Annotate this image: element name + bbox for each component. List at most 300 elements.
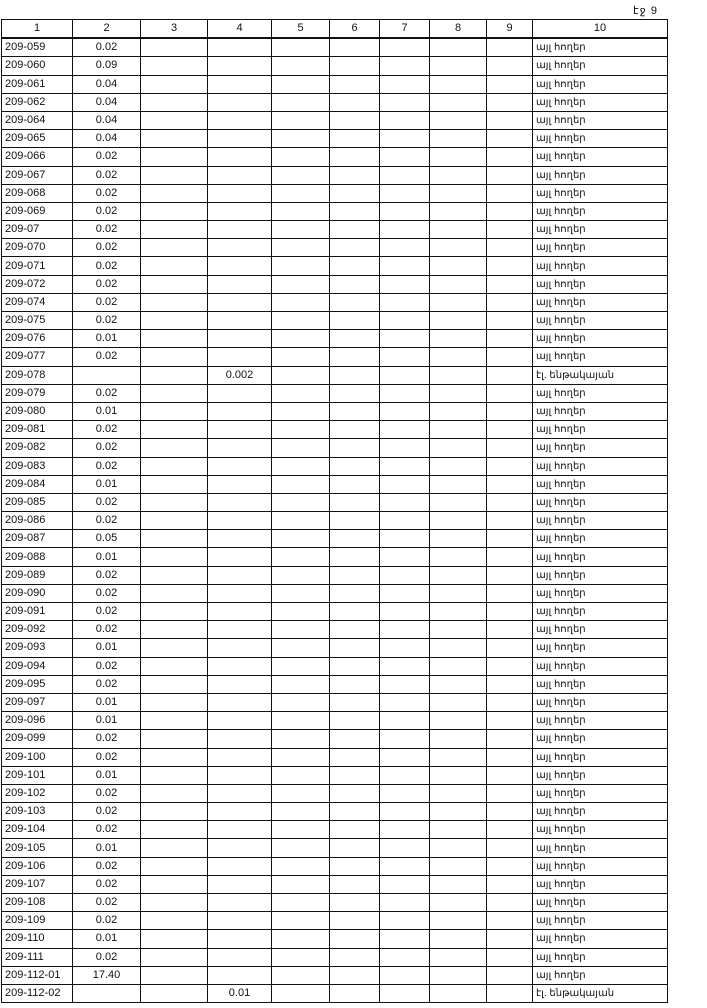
area-cell: 0.01 <box>73 693 141 711</box>
empty-cell <box>380 512 430 530</box>
parcel-code-cell: 209-077 <box>2 348 73 366</box>
parcel-code-cell: 209-103 <box>2 803 73 821</box>
table-row <box>2 148 668 166</box>
land-type-cell: այլ հողեր <box>533 475 668 493</box>
parcel-code-cell: 209-065 <box>2 130 73 148</box>
column-header-1: 1 <box>2 20 73 39</box>
area-cell: 0.01 <box>73 766 141 784</box>
empty-cell <box>272 421 330 439</box>
column-header-9: 9 <box>487 20 533 39</box>
empty-cell <box>380 493 430 511</box>
area-cell: 0.02 <box>73 748 141 766</box>
empty-cell <box>272 894 330 912</box>
parcel-code-cell: 209-076 <box>2 330 73 348</box>
empty-cell <box>380 784 430 802</box>
empty-cell <box>141 639 208 657</box>
empty-cell <box>430 57 487 75</box>
empty-cell <box>141 621 208 639</box>
empty-cell <box>430 257 487 275</box>
empty-cell <box>380 839 430 857</box>
empty-cell <box>141 657 208 675</box>
empty-cell <box>487 148 533 166</box>
parcel-code-cell: 209-081 <box>2 421 73 439</box>
empty-cell <box>430 603 487 621</box>
empty-cell <box>330 730 380 748</box>
empty-cell <box>380 166 430 184</box>
empty-cell <box>487 948 533 966</box>
empty-cell <box>430 894 487 912</box>
land-type-cell: այլ հողեր <box>533 421 668 439</box>
land-type-cell: այլ հողեր <box>533 93 668 111</box>
empty-cell <box>330 366 380 384</box>
area-col4-cell <box>208 330 272 348</box>
land-type-cell: այլ հողեր <box>533 548 668 566</box>
empty-cell <box>430 293 487 311</box>
table-row <box>2 221 668 239</box>
table-row <box>2 38 668 57</box>
empty-cell <box>487 239 533 257</box>
empty-cell <box>380 457 430 475</box>
area-col4-cell <box>208 184 272 202</box>
land-type-cell: այլ հողեր <box>533 748 668 766</box>
area-col4-cell <box>208 275 272 293</box>
empty-cell <box>487 912 533 930</box>
empty-cell <box>141 512 208 530</box>
empty-cell <box>430 148 487 166</box>
empty-cell <box>330 821 380 839</box>
area-col4-cell <box>208 402 272 420</box>
table-row <box>2 784 668 802</box>
empty-cell <box>430 712 487 730</box>
empty-cell <box>330 784 380 802</box>
parcel-code-cell: 209-106 <box>2 857 73 875</box>
empty-cell <box>487 530 533 548</box>
empty-cell <box>141 493 208 511</box>
table-row <box>2 548 668 566</box>
area-cell: 0.02 <box>73 493 141 511</box>
empty-cell <box>430 202 487 220</box>
empty-cell <box>272 275 330 293</box>
parcel-code-cell: 209-082 <box>2 439 73 457</box>
area-cell: 0.09 <box>73 57 141 75</box>
empty-cell <box>330 693 380 711</box>
empty-cell <box>380 693 430 711</box>
empty-cell <box>330 293 380 311</box>
empty-cell <box>380 821 430 839</box>
land-type-cell: էլ. ենթակայան <box>533 984 668 1002</box>
table-row <box>2 57 668 75</box>
empty-cell <box>141 966 208 984</box>
empty-cell <box>487 57 533 75</box>
table-row <box>2 330 668 348</box>
empty-cell <box>430 839 487 857</box>
empty-cell <box>330 912 380 930</box>
table-row <box>2 202 668 220</box>
area-col4-cell <box>208 948 272 966</box>
empty-cell <box>272 38 330 57</box>
parcel-code-cell: 209-080 <box>2 402 73 420</box>
empty-cell <box>380 148 430 166</box>
table-row <box>2 912 668 930</box>
empty-cell <box>487 675 533 693</box>
empty-cell <box>487 748 533 766</box>
empty-cell <box>380 894 430 912</box>
table-row <box>2 839 668 857</box>
area-cell: 0.02 <box>73 948 141 966</box>
land-type-cell: այլ հողեր <box>533 948 668 966</box>
column-header-6: 6 <box>330 20 380 39</box>
empty-cell <box>380 530 430 548</box>
empty-cell <box>380 603 430 621</box>
area-col4-cell <box>208 111 272 129</box>
empty-cell <box>330 584 380 602</box>
empty-cell <box>330 639 380 657</box>
empty-cell <box>487 166 533 184</box>
empty-cell <box>141 166 208 184</box>
empty-cell <box>380 548 430 566</box>
parcel-code-cell: 209-101 <box>2 766 73 784</box>
empty-cell <box>141 548 208 566</box>
empty-cell <box>487 330 533 348</box>
area-col4-cell: 0.01 <box>208 984 272 1002</box>
empty-cell <box>141 439 208 457</box>
empty-cell <box>272 803 330 821</box>
area-col4-cell <box>208 930 272 948</box>
area-cell: 0.02 <box>73 38 141 57</box>
empty-cell <box>330 184 380 202</box>
table-row <box>2 621 668 639</box>
parcel-code-cell: 209-085 <box>2 493 73 511</box>
empty-cell <box>487 439 533 457</box>
empty-cell <box>141 457 208 475</box>
empty-cell <box>272 312 330 330</box>
empty-cell <box>141 984 208 1002</box>
empty-cell <box>487 621 533 639</box>
empty-cell <box>141 912 208 930</box>
empty-cell <box>380 912 430 930</box>
area-col4-cell <box>208 530 272 548</box>
parcel-code-cell: 209-108 <box>2 894 73 912</box>
parcel-code-cell: 209-079 <box>2 384 73 402</box>
empty-cell <box>272 548 330 566</box>
empty-cell <box>141 348 208 366</box>
area-col4-cell <box>208 166 272 184</box>
area-cell: 0.02 <box>73 312 141 330</box>
empty-cell <box>330 803 380 821</box>
land-type-cell: այլ հողեր <box>533 221 668 239</box>
empty-cell <box>330 930 380 948</box>
empty-cell <box>272 766 330 784</box>
area-col4-cell <box>208 912 272 930</box>
empty-cell <box>141 239 208 257</box>
land-type-cell: այլ հողեր <box>533 457 668 475</box>
empty-cell <box>141 712 208 730</box>
empty-cell <box>330 675 380 693</box>
empty-cell <box>487 730 533 748</box>
land-type-cell: այլ հողեր <box>533 966 668 984</box>
empty-cell <box>330 93 380 111</box>
area-col4-cell <box>208 712 272 730</box>
column-header-7: 7 <box>380 20 430 39</box>
empty-cell <box>330 530 380 548</box>
empty-cell <box>487 857 533 875</box>
empty-cell <box>487 130 533 148</box>
empty-cell <box>272 148 330 166</box>
column-header-4: 4 <box>208 20 272 39</box>
empty-cell <box>430 221 487 239</box>
land-type-cell: այլ հողեր <box>533 566 668 584</box>
empty-cell <box>487 457 533 475</box>
empty-cell <box>141 384 208 402</box>
area-col4-cell <box>208 730 272 748</box>
parcel-code-cell: 209-112-02 <box>2 984 73 1002</box>
empty-cell <box>141 130 208 148</box>
table-row <box>2 457 668 475</box>
land-type-cell: այլ հողեր <box>533 930 668 948</box>
empty-cell <box>330 875 380 893</box>
empty-cell <box>272 839 330 857</box>
table-row <box>2 366 668 384</box>
table-row <box>2 348 668 366</box>
land-type-cell: էլ. ենթակայան <box>533 366 668 384</box>
area-cell: 0.04 <box>73 75 141 93</box>
parcel-code-cell: 209-111 <box>2 948 73 966</box>
empty-cell <box>330 966 380 984</box>
area-col4-cell <box>208 221 272 239</box>
empty-cell <box>430 330 487 348</box>
empty-cell <box>380 348 430 366</box>
empty-cell <box>380 421 430 439</box>
land-type-cell: այլ հողեր <box>533 730 668 748</box>
empty-cell <box>272 184 330 202</box>
area-col4-cell <box>208 202 272 220</box>
area-col4-cell <box>208 384 272 402</box>
parcel-code-cell: 209-112-01 <box>2 966 73 984</box>
area-cell: 0.02 <box>73 584 141 602</box>
area-col4-cell <box>208 512 272 530</box>
parcel-code-cell: 209-067 <box>2 166 73 184</box>
empty-cell <box>487 475 533 493</box>
column-header-5: 5 <box>272 20 330 39</box>
area-col4-cell <box>208 748 272 766</box>
area-cell: 0.01 <box>73 930 141 948</box>
land-type-cell: այլ հողեր <box>533 584 668 602</box>
parcel-code-cell: 209-091 <box>2 603 73 621</box>
land-type-cell: այլ հողեր <box>533 821 668 839</box>
empty-cell <box>272 930 330 948</box>
area-cell: 0.02 <box>73 603 141 621</box>
table-row <box>2 894 668 912</box>
empty-cell <box>430 803 487 821</box>
table-row <box>2 475 668 493</box>
empty-cell <box>430 912 487 930</box>
empty-cell <box>272 784 330 802</box>
empty-cell <box>487 603 533 621</box>
area-cell: 0.02 <box>73 512 141 530</box>
empty-cell <box>330 712 380 730</box>
empty-cell <box>330 130 380 148</box>
empty-cell <box>141 875 208 893</box>
table-row <box>2 493 668 511</box>
empty-cell <box>272 693 330 711</box>
land-type-cell: այլ հողեր <box>533 512 668 530</box>
empty-cell <box>141 784 208 802</box>
empty-cell <box>430 984 487 1002</box>
empty-cell <box>487 75 533 93</box>
empty-cell <box>380 730 430 748</box>
empty-cell <box>272 530 330 548</box>
land-type-cell: այլ հողեր <box>533 57 668 75</box>
empty-cell <box>330 330 380 348</box>
area-col4-cell <box>208 148 272 166</box>
table-row <box>2 421 668 439</box>
empty-cell <box>330 603 380 621</box>
empty-cell <box>272 75 330 93</box>
table-row <box>2 530 668 548</box>
area-col4-cell <box>208 348 272 366</box>
parcel-code-cell: 209-096 <box>2 712 73 730</box>
area-cell: 0.02 <box>73 657 141 675</box>
land-type-cell: այլ հողեր <box>533 784 668 802</box>
area-cell: 0.04 <box>73 111 141 129</box>
land-type-cell: այլ հողեր <box>533 675 668 693</box>
empty-cell <box>141 693 208 711</box>
empty-cell <box>487 93 533 111</box>
empty-cell <box>141 748 208 766</box>
land-type-cell: այլ հողեր <box>533 803 668 821</box>
area-col4-cell <box>208 130 272 148</box>
empty-cell <box>330 421 380 439</box>
area-cell: 0.04 <box>73 130 141 148</box>
area-col4-cell <box>208 239 272 257</box>
area-col4-cell <box>208 803 272 821</box>
empty-cell <box>487 221 533 239</box>
empty-cell <box>380 275 430 293</box>
parcel-code-cell: 209-100 <box>2 748 73 766</box>
area-cell: 0.02 <box>73 803 141 821</box>
empty-cell <box>141 894 208 912</box>
empty-cell <box>430 693 487 711</box>
area-col4-cell <box>208 784 272 802</box>
table-row <box>2 603 668 621</box>
empty-cell <box>380 184 430 202</box>
empty-cell <box>141 530 208 548</box>
empty-cell <box>141 202 208 220</box>
empty-cell <box>272 257 330 275</box>
parcel-code-cell: 209-093 <box>2 639 73 657</box>
empty-cell <box>330 894 380 912</box>
parcel-code-cell: 209-061 <box>2 75 73 93</box>
empty-cell <box>430 111 487 129</box>
empty-cell <box>487 421 533 439</box>
area-cell: 0.04 <box>73 93 141 111</box>
parcel-code-cell: 209-078 <box>2 366 73 384</box>
table-row <box>2 930 668 948</box>
empty-cell <box>330 566 380 584</box>
land-type-cell: այլ հողեր <box>533 712 668 730</box>
empty-cell <box>380 857 430 875</box>
table-row <box>2 821 668 839</box>
parcel-code-cell: 209-062 <box>2 93 73 111</box>
empty-cell <box>487 493 533 511</box>
area-cell: 0.02 <box>73 675 141 693</box>
land-type-cell: այլ հողեր <box>533 75 668 93</box>
empty-cell <box>272 639 330 657</box>
empty-cell <box>330 75 380 93</box>
land-type-cell: այլ հողեր <box>533 875 668 893</box>
land-type-cell: այլ հողեր <box>533 766 668 784</box>
empty-cell <box>272 330 330 348</box>
parcel-code-cell: 209-07 <box>2 221 73 239</box>
empty-cell <box>141 603 208 621</box>
empty-cell <box>487 584 533 602</box>
empty-cell <box>487 257 533 275</box>
parcel-code-cell: 209-071 <box>2 257 73 275</box>
empty-cell <box>272 657 330 675</box>
empty-cell <box>430 857 487 875</box>
area-col4-cell <box>208 457 272 475</box>
area-cell: 0.05 <box>73 530 141 548</box>
empty-cell <box>380 93 430 111</box>
area-col4-cell <box>208 894 272 912</box>
area-col4-cell <box>208 675 272 693</box>
land-type-cell: այլ հողեր <box>533 184 668 202</box>
empty-cell <box>330 766 380 784</box>
table-row <box>2 257 668 275</box>
area-cell: 0.02 <box>73 257 141 275</box>
empty-cell <box>141 330 208 348</box>
empty-cell <box>430 166 487 184</box>
empty-cell <box>430 639 487 657</box>
empty-cell <box>272 475 330 493</box>
empty-cell <box>141 57 208 75</box>
empty-cell <box>380 712 430 730</box>
empty-cell <box>272 584 330 602</box>
empty-cell <box>430 457 487 475</box>
empty-cell <box>272 512 330 530</box>
column-header-8: 8 <box>430 20 487 39</box>
empty-cell <box>430 475 487 493</box>
parcel-code-cell: 209-088 <box>2 548 73 566</box>
land-type-cell: այլ հողեր <box>533 293 668 311</box>
table-row <box>2 275 668 293</box>
area-col4-cell <box>208 621 272 639</box>
land-type-cell: այլ հողեր <box>533 312 668 330</box>
area-cell: 0.02 <box>73 293 141 311</box>
table-row <box>2 693 668 711</box>
empty-cell <box>141 293 208 311</box>
empty-cell <box>487 366 533 384</box>
empty-cell <box>380 57 430 75</box>
table-row <box>2 402 668 420</box>
empty-cell <box>430 566 487 584</box>
area-cell <box>73 366 141 384</box>
area-col4-cell <box>208 584 272 602</box>
area-col4-cell <box>208 857 272 875</box>
empty-cell <box>380 748 430 766</box>
land-type-cell: այլ հողեր <box>533 839 668 857</box>
empty-cell <box>430 748 487 766</box>
empty-cell <box>380 38 430 57</box>
empty-cell <box>141 839 208 857</box>
parcel-code-cell: 209-099 <box>2 730 73 748</box>
land-type-cell: այլ հողեր <box>533 894 668 912</box>
empty-cell <box>272 857 330 875</box>
empty-cell <box>330 857 380 875</box>
empty-cell <box>141 402 208 420</box>
empty-cell <box>430 130 487 148</box>
empty-cell <box>487 312 533 330</box>
